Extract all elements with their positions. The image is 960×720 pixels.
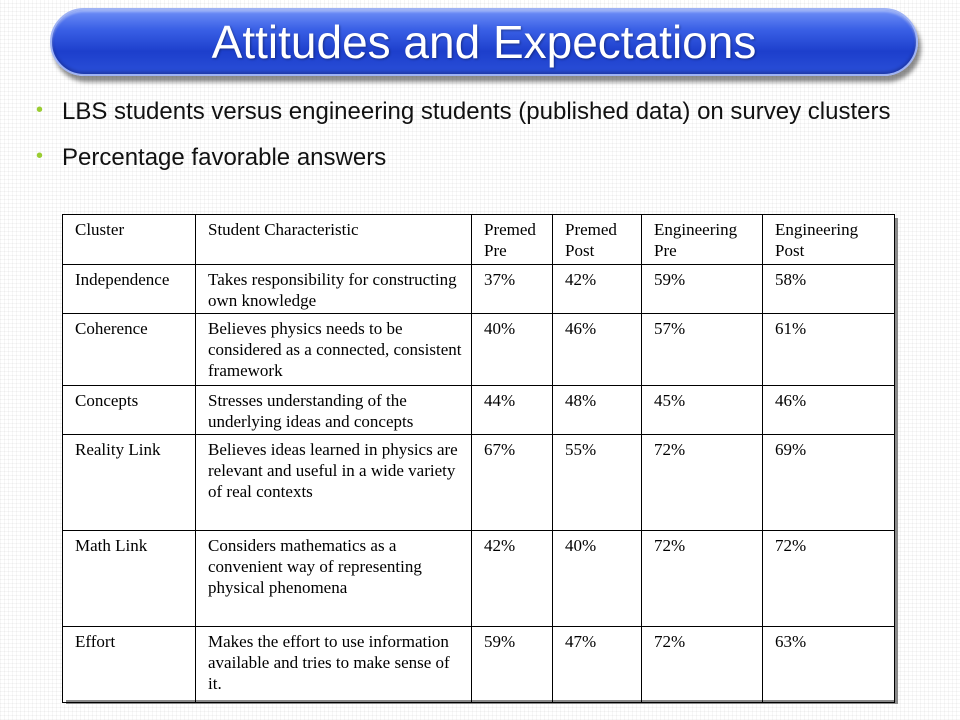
table-row — [63, 627, 895, 703]
table-cell: 72% — [642, 435, 763, 531]
table-cell: Concepts — [63, 386, 196, 435]
table-cell: Believes physics needs to be considered as a connected, consistent framework — [196, 314, 472, 386]
table-cell: 61% — [763, 314, 895, 386]
bullet-item — [28, 142, 928, 174]
table-cell: 48% — [553, 386, 642, 435]
table-cell: 58% — [763, 265, 895, 314]
bullet-dot-icon: • — [36, 145, 44, 167]
table-cell: 59% — [472, 627, 553, 703]
table-cell: 42% — [553, 265, 642, 314]
table-cell: 72% — [763, 531, 895, 627]
table-row — [63, 386, 895, 435]
table-cell: 57% — [642, 314, 763, 386]
table-cell: Math Link — [63, 531, 196, 627]
table-cell: Considers mathematics as a convenient way of representing physical phenomena — [196, 531, 472, 627]
table-cell: 40% — [553, 531, 642, 627]
table-image — [62, 214, 894, 700]
table-cell: Takes responsibility for constructing own knowledge — [196, 265, 472, 314]
table-cell: Makes the effort to use information available and tries to make sense of it. — [196, 627, 472, 703]
table-cell: Independence — [63, 265, 196, 314]
header-cell: Cluster — [63, 215, 196, 265]
table-cell: Coherence — [63, 314, 196, 386]
table-cell: 37% — [472, 265, 553, 314]
table-cell: 46% — [763, 386, 895, 435]
table-row — [63, 265, 895, 314]
bullet-list — [28, 96, 928, 188]
header-cell: Premed Pre — [472, 215, 553, 265]
table-cell: 44% — [472, 386, 553, 435]
table-cell: 46% — [553, 314, 642, 386]
table-cell: 42% — [472, 531, 553, 627]
table-cell: Effort — [63, 627, 196, 703]
table-cell: 59% — [642, 265, 763, 314]
table-row — [63, 531, 895, 627]
header-cell: Student Characteristic — [196, 215, 472, 265]
table-cell: 63% — [763, 627, 895, 703]
table-cell: 69% — [763, 435, 895, 531]
survey-table — [62, 214, 895, 703]
slide-title: Attitudes and Expectations — [211, 16, 757, 68]
bullet-item — [28, 96, 928, 128]
table-cell: Reality Link — [63, 435, 196, 531]
header-cell: Engineering Post — [763, 215, 895, 265]
table-cell: 72% — [642, 531, 763, 627]
table-row — [63, 314, 895, 386]
bullet-text: Percentage favorable answers — [62, 144, 387, 171]
table-cell: 45% — [642, 386, 763, 435]
bullet-dot-icon: • — [36, 99, 44, 121]
table-header-row — [63, 215, 895, 265]
table-cell: 67% — [472, 435, 553, 531]
table-cell: Stresses understanding of the underlying ideas and concepts — [196, 386, 472, 435]
table-row — [63, 435, 895, 531]
table-cell: 72% — [642, 627, 763, 703]
header-cell: Engineering Pre — [642, 215, 763, 265]
table-cell: 40% — [472, 314, 553, 386]
header-cell: Premed Post — [553, 215, 642, 265]
table-cell: Believes ideas learned in physics are relevant and useful in a wide variety of real contexts — [196, 435, 472, 531]
title-bar — [50, 8, 918, 76]
table-cell: 47% — [553, 627, 642, 703]
bullet-text: LBS students versus engineering students (published data) on survey clusters — [62, 98, 891, 125]
table-cell: 55% — [553, 435, 642, 531]
